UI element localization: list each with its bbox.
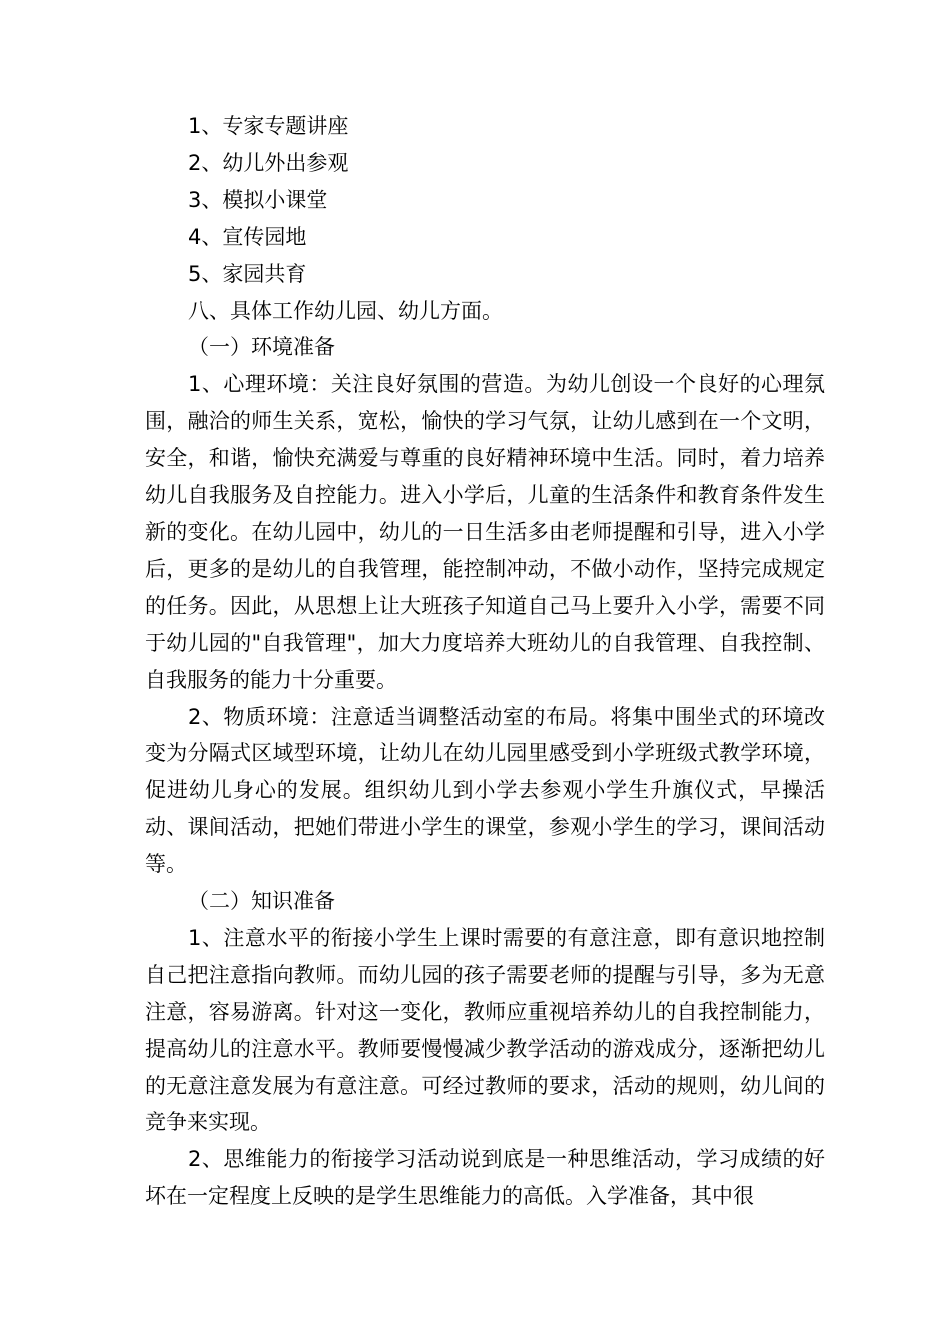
document-body (145, 108, 825, 1215)
list-item: 1、专家专题讲座 (188, 114, 349, 138)
list-item: 4、宣传园地 (188, 224, 307, 249)
section-heading: 八、具体工作幼儿园、幼儿方面。 (188, 298, 503, 323)
paragraph-material-environment: 2、物质环境：注意适当调整活动室的布局。将集中围坐式的环境改变为分隔式区域型环境，让幼儿在幼儿园里感受到小学班级式教学环境，促进幼儿身心的发展。组织幼儿到小学去参观小学生升旗仪式，早操活动、课间活动，把她们带进小学生的课堂，参观小学生的学习，课间活动等。 (145, 704, 825, 877)
paragraph-psychological-environment: 1、心理环境：关注良好氛围的营造。为幼儿创设一个良好的心理氛围，融洽的师生关系，宽松，愉快的学习气氛，让幼儿感到在一个文明，安全，和谐，愉快充满爱与尊重的良好精神环境中生活。同时，着力培养幼儿自我服务及自控能力。进入小学后，儿童的生活条件和教育条件发生新的变化。在幼儿园中，幼儿的一日生活多由老师提醒和引导，进入小学后，更多的是幼儿的自我管理，能控制冲动，不做小动作，坚持完成规定的任务。因此，从思想上让大班孩子知道自己马上要升入小学，需要不同于幼儿园的"自我管理"，加大力度培养大班幼儿的自我管理、自我控制、自我服务的能力十分重要。 (145, 372, 825, 692)
list-item: 3、模拟小课堂 (188, 187, 328, 212)
subsection-heading-environment: （一）环境准备 (188, 335, 335, 360)
list-item: 5、家园共育 (188, 261, 307, 286)
paragraph-attention-level: 1、注意水平的衔接小学生上课时需要的有意注意，即有意识地控制自己把注意指向教师。而幼儿园的孩子需要老师的提醒与引导，多为无意注意，容易游离。针对这一变化，教师应重视培养幼儿的自我控制能力，提高幼儿的注意水平。教师要慢慢减少教学活动的游戏成分，逐渐把幼儿的无意注意发展为有意注意。可经过教师的要求，活动的规则，幼儿间的竞争来实现。 (145, 925, 825, 1135)
subsection-heading-knowledge: （二）知识准备 (188, 889, 335, 914)
list-item: 2、幼儿外出参观 (188, 150, 349, 175)
paragraph-thinking-ability: 2、思维能力的衔接学习活动说到底是一种思维活动，学习成绩的好坏在一定程度上反映的是学生思维能力的高低。入学准备，其中很 (145, 1147, 825, 1209)
